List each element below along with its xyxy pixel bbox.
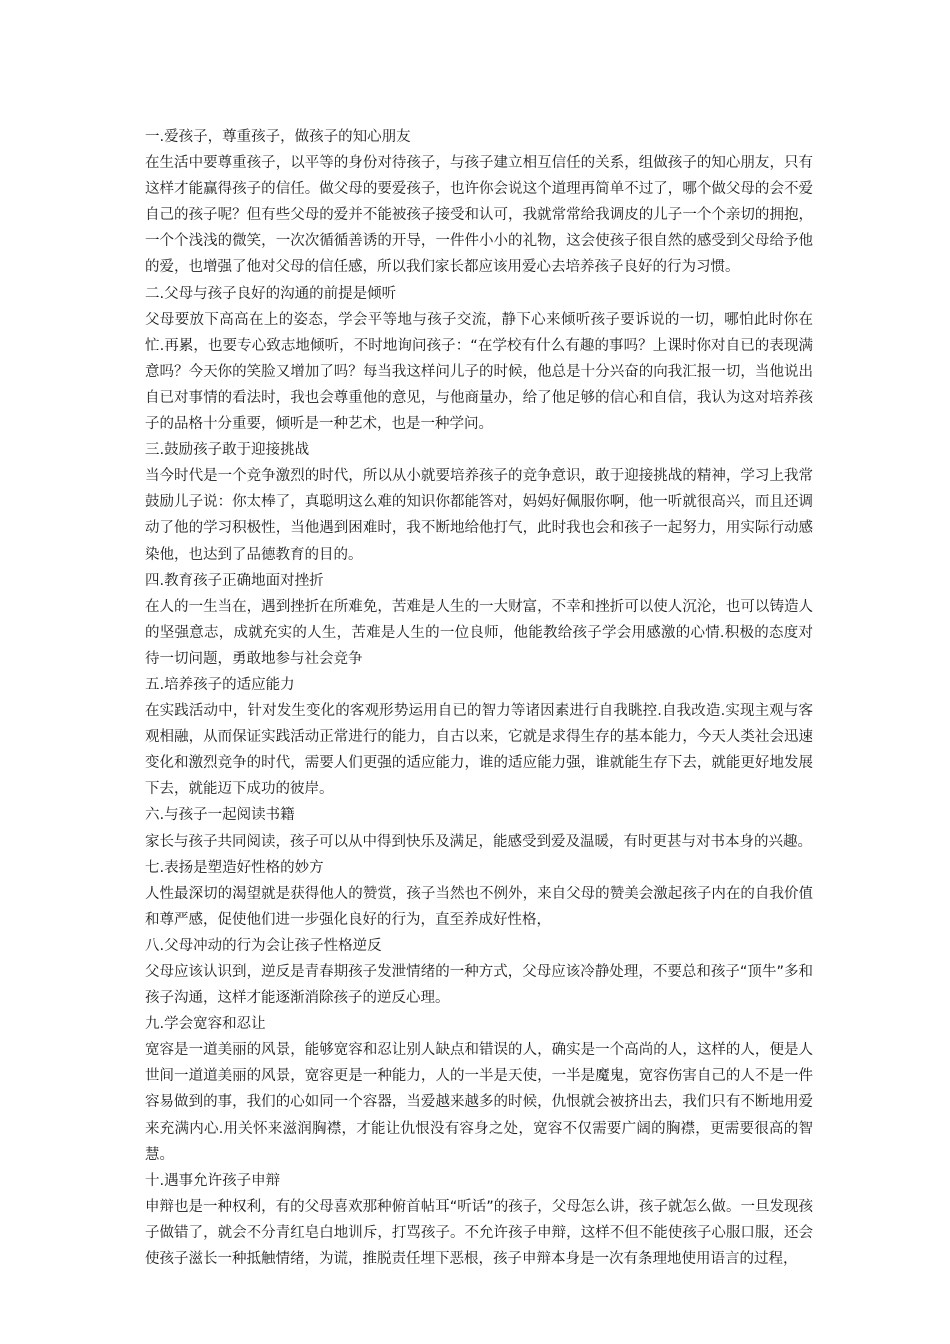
section-body-1: 在生活中要尊重孩子，以平等的身份对待孩子，与孩子建立相互信任的关系，组做孩子的知心朋友，只有这样才能赢得孩子的信任。做父母的要爱孩子，也许你会说这个道理再简单不过了，哪个做父母的会不爱自己的孩子呢？但有些父母的爱并不能被孩子接受和认可，我就常常给我调皮的儿子一个个亲切的拥抱，一个个浅浅的微笑，一次次循循善诱的开导，一件件小小的礼物，这会使孩子很自然的感受到父母给予他的爱，也增强了他对父母的信任感，所以我们家长都应该用爱心去培养孩子良好的行为习惯。 bbox=[145, 155, 813, 276]
section-title-5: 五.培养孩子的适应能力 bbox=[145, 676, 295, 693]
section-title-1: 一.爱孩子，尊重孩子，做孩子的知心朋友 bbox=[145, 129, 411, 145]
section-title-2: 二.父母与孩子良好的沟通的前提是倾听 bbox=[145, 285, 397, 302]
section-title-8: 八.父母冲动的行为会让孩子性格逆反 bbox=[145, 937, 382, 954]
section-body-3: 当今时代是一个竞争激烈的时代，所以从小就要培养孩子的竞争意识，敢于迎接挑战的精神，学习上我常鼓励儿子说：你太棒了，真聪明这么难的知识你都能答对，妈妈好佩服你啊，他一听就很高兴，而且还调动了他的学习积极性，当他遇到困难时，我不断地给他打气，此时我也会和孩子一起努力，用实际行动感染他，也达到了品德教育的目的。 bbox=[145, 468, 813, 563]
section-body-2: 父母要放下高高在上的姿态，学会平等地与孩子交流，静下心来倾听孩子要诉说的一切，哪怕此时你在忙.再累，也要专心致志地倾听，不时地询问孩子：“在学校有什么有趣的事吗？上课时你对自已的表现满意吗？今天你的笑脸又增加了吗？每当我这样问儿子的时候，他总是十分兴奋的向我汇报一切，当他说出自已对事情的看法时，我也会尊重他的意见，与他商量办，给了他足够的信心和自信，我认为这对培养孩子的品格十分重要，倾听是一种艺术，也是一种学问。 bbox=[145, 311, 813, 433]
section-body-10: 申辩也是一种权利，有的父母喜欢那种俯首帖耳“听话”的孩子，父母怎么讲，孩子就怎么做。一旦发现孩子做错了，就会不分青红皂白地训斥，打骂孩子。不允许孩子申辩，这样不但不能使孩子心服口服，还会使孩子滋长一种抵触情绪，为谎，推脱责任埋下恶根，孩子申辩本身是一次有条理地使用语言的过程， bbox=[145, 1198, 813, 1268]
section-body-8: 父母应该认识到，逆反是青春期孩子发泄情绪的一种方式，父母应该冷静处理，不要总和孩子“顶牛”多和孩子沟通，这样才能逐渐消除孩子的逆反心理。 bbox=[145, 964, 813, 1007]
section-title-4: 四.教育孩子正确地面对挫折 bbox=[145, 572, 324, 589]
section-title-3: 三.鼓励孩子敢于迎接挑战 bbox=[145, 442, 310, 459]
section-title-6: 六.与孩子一起阅读书籍 bbox=[145, 807, 295, 824]
section-body-6: 家长与孩子共同阅读，孩子可以从中得到快乐及满足，能感受到爱及温暖，有时更甚与对书本身的兴趣。 bbox=[145, 833, 812, 850]
section-title-9: 九.学会宽容和忍让 bbox=[145, 1016, 266, 1033]
section-body-7: 人性最深切的渴望就是获得他人的赞赏，孩子当然也不例外，来自父母的赞美会激起孩子内在的自我价值和尊严感，促使他们进一步强化良好的行为，直至养成好性格， bbox=[145, 885, 813, 928]
section-body-5: 在实践活动中，针对发生变化的客观形势运用自已的智力等诸因素进行自我眺控.自我改造.实现主观与客观相融，从而保证实践活动正常进行的能力，自古以来，它就是求得生存的基本能力，今天人类社会迅速变化和激烈竞争的时代，需要人们更强的适应能力，谁的适应能力强，谁就能生存下去，就能更好地发展下去，就能迈下成功的彼岸。 bbox=[145, 703, 813, 798]
section-title-10: 十.遇事允许孩子申辩 bbox=[145, 1172, 281, 1189]
section-title-7: 七.表扬是塑造好性格的妙方 bbox=[145, 859, 324, 876]
document-page bbox=[145, 124, 813, 1272]
section-body-4: 在人的一生当在，遇到挫折在所难免，苦难是人生的一大财富，不幸和挫折可以使人沉沦，也可以铸造人的坚强意志，成就充实的人生，苦难是人生的一位良师，他能教给孩子学会用感激的心情.积极的态度对待一切问题，勇敢地参与社会竞争 bbox=[145, 598, 813, 667]
section-body-9: 宽容是一道美丽的风景，能够宽容和忍让别人缺点和错误的人，确实是一个高尚的人，这样的人，便是人世间一道道美丽的风景，宽容更是一种能力，人的一半是天使，一半是魔鬼，宽容伤害自己的人不是一件容易做到的事，我们的心如同一个容器，当爱越来越多的时候，仇恨就会被挤出去，我们只有不断地用爱来充满内心.用关怀来滋润胸襟，才能让仇恨没有容身之处，宽容不仅需要广阔的胸襟，更需要很高的智慧。 bbox=[145, 1042, 813, 1163]
